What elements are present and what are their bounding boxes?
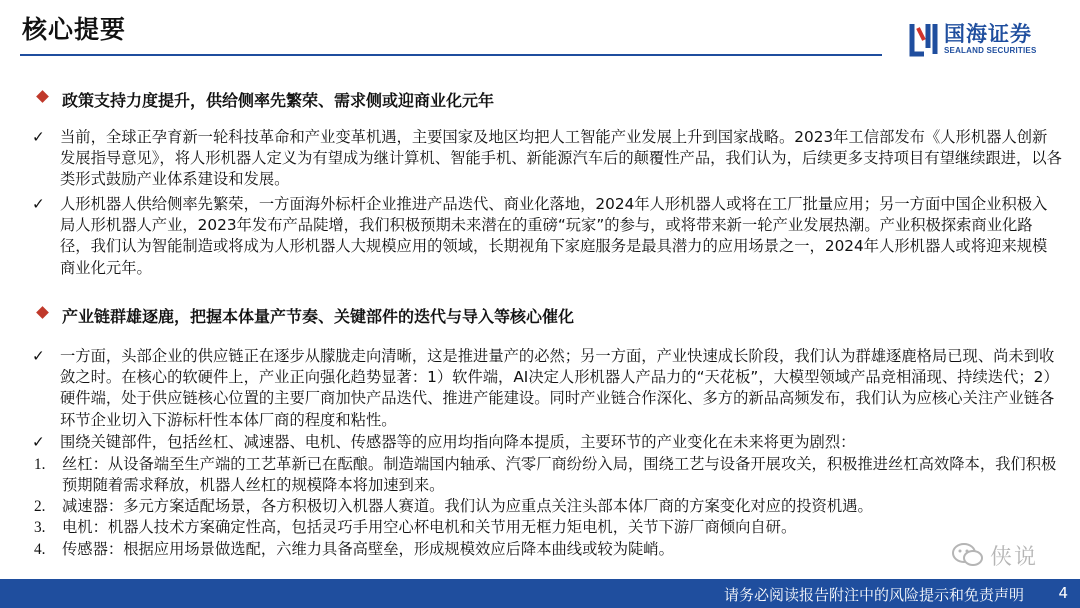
list-item-text: 一方面，头部企业的供应链正在逐步从朦胧走向清晰，这是推进量产的必然；另一方面，产业快速成长阶段，我们认为群雄逐鹿格局已现、尚未到收敛之时。在核心的软硬件上，产业正向强化趋势显著：1）软件端，AI决定人形机器人产品力的“天花板”，大模型领域产品竞相涌现、持续迭代；2）硬件端，处于供应链核心位置的主要厂商加快产品迭代、推进产能建设。同时产业链合作深化、多方的新品高频发布，我们认为应核心关注产业链各环节企业切入下游标杆性本体厂商的程度和粘性。 <box>60 347 1059 429</box>
list-item <box>32 346 1062 431</box>
numbered-item-text: 减速器：多元方案适配场景，各方积极切入机器人赛道。我们认为应重点关注头部本体厂商的方案变化对应的投资机遇。 <box>62 497 873 515</box>
list-item-text: 当前，全球正孕育新一轮科技革命和产业变革机遇，主要国家及地区均把人工智能产业发展上升到国家战略。2023年工信部发布《人形机器人创新发展指导意见》，将人形机器人定义为有望成为继计算机、智能手机、新能源汽车后的颠覆性产品，我们认为，后续更多支持项目有望继续跟进，以各类形式鼓励产业体系建设和发展。 <box>60 128 1062 189</box>
numbered-item-screw <box>34 454 1064 496</box>
watermark-text: 侠说 <box>990 545 1039 570</box>
header-divider <box>20 54 882 56</box>
list-item-text: 人形机器人供给侧率先繁荣，一方面海外标杆企业推进产品迭代、商业化落地，2024年人形机器人或将在工厂批量应用；另一方面中国企业积极入局人形机器人产业，2023年发布产品陡增，我们积极预期未来潜在的重磅“玩家”的参与，或将带来新一轮产业发展热潮。产业积极探索商业化路径，我们认为智能制造或将成为人形机器人大规模应用的领域，长期视角下家庭服务是最具潜力的应用场景之一，2024年人形机器人或将迎来规模商业化元年。 <box>60 195 1048 277</box>
company-logo <box>908 18 1058 62</box>
numbered-item-sensor <box>34 539 1064 560</box>
wechat-icon <box>952 542 984 568</box>
item-number: 4. <box>34 541 46 558</box>
numbered-item-motor <box>34 517 1064 538</box>
list-item-text: 围绕关键部件，包括丝杠、减速器、电机、传感器等的应用均指向降本提质，主要环节的产业变化在未来将更为剧烈： <box>60 433 856 451</box>
checkmark-icon: ✓ <box>32 128 45 146</box>
list-item <box>32 194 1062 279</box>
item-number: 3. <box>34 519 46 536</box>
footer-bar <box>0 579 1080 608</box>
page-number: 4 <box>1058 584 1068 602</box>
item-number: 1. <box>34 456 46 473</box>
disclaimer-text: 请务必阅读报告附注中的风险提示和免责声明 <box>723 586 1024 604</box>
numbered-item-text: 传感器：根据应用场景做选配，六维力具备高壁垒，形成规模效应后降本曲线或较为陡峭。 <box>62 540 674 558</box>
list-item <box>32 127 1062 191</box>
list-item <box>32 432 1062 453</box>
checkmark-icon: ✓ <box>32 433 45 451</box>
diamond-bullet-icon <box>36 306 49 319</box>
checkmark-icon: ✓ <box>32 195 45 213</box>
page-title: 核心提要 <box>22 15 127 44</box>
item-number: 2. <box>34 498 46 515</box>
sealand-logo-icon <box>908 20 940 58</box>
logo-english-name: SEALAND SECURITIES <box>944 46 1037 55</box>
numbered-item-text: 电机：机器人技术方案确定性高，包括灵巧手用空心杯电机和关节用无框力矩电机，关节下游厂商倾向自研。 <box>62 518 797 536</box>
diamond-bullet-icon <box>36 90 49 103</box>
checkmark-icon: ✓ <box>32 347 45 365</box>
numbered-item-reducer <box>34 496 1064 517</box>
numbered-item-text: 丝杠：从设备端至生产端的工艺革新已在酝酿。制造端国内轴承、汽零厂商纷纷入局，围绕工艺与设备开展攻关，积极推进丝杠高效降本，我们积极预期随着需求释放，机器人丝杠的规模降本将加速到来。 <box>62 455 1057 495</box>
watermark <box>952 540 1062 570</box>
logo-chinese-name: 国海证券 <box>944 22 1032 46</box>
